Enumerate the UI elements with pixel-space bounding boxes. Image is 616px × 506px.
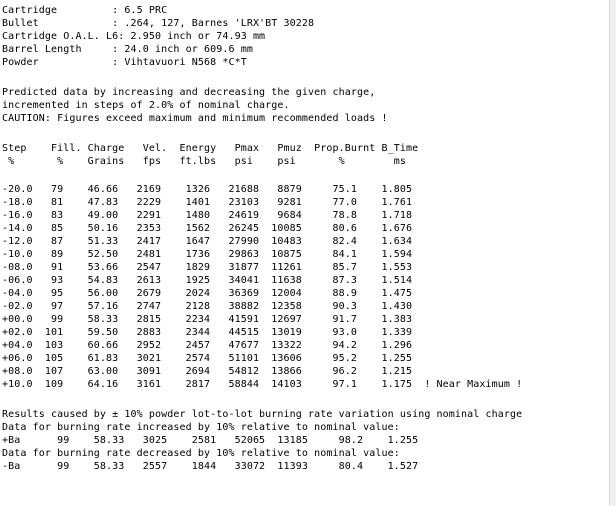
- vertical-scrollbar[interactable]: [609, 0, 616, 506]
- decreased-rate-caption: Data for burning rate decreased by 10% relative to nominal value:: [2, 448, 400, 459]
- bullet-line: Bullet : .264, 127, Barnes 'LRX'BT 30228: [2, 18, 315, 29]
- table-row: -10.0 89 52.50 2481 1736 29863 10875 84.1 1.594: [2, 249, 413, 260]
- table-row: -06.0 93 54.83 2613 1925 34041 11638 87.3 1.514: [2, 275, 413, 286]
- table-row: +10.0 109 64.16 3161 2817 58844 14103 97.1 1.175 ! Near Maximum !: [2, 379, 523, 390]
- increased-rate-caption: Data for burning rate increased by 10% relative to nominal value:: [2, 422, 400, 433]
- caution-line: CAUTION: Figures exceed maximum and minimum recommended loads !: [2, 113, 388, 124]
- intro-line-2: incremented in steps of 2.0% of nominal charge.: [2, 100, 290, 111]
- barrel-length-line: Barrel Length : 24.0 inch or 609.6 mm: [2, 44, 253, 55]
- table-row: -18.0 81 47.83 2229 1401 23103 9281 77.0 1.761: [2, 197, 413, 208]
- increased-rate-row: +Ba 99 58.33 3025 2581 52065 13185 98.2 1.255: [2, 435, 419, 446]
- variation-note-line: Results caused by ± 10% powder lot-to-lot burning rate variation using nominal charge: [2, 409, 523, 420]
- table-header-units: % % Grains fps ft.lbs psi psi % ms: [2, 156, 406, 167]
- powder-line: Powder : Vihtavuori N568 *C*T: [2, 57, 247, 68]
- table-row: -16.0 83 49.00 2291 1480 24619 9684 78.8 1.718: [2, 210, 413, 221]
- intro-line-1: Predicted data by increasing and decreasing the given charge,: [2, 87, 376, 98]
- table-header-names: Step Fill. Charge Vel. Energy Pmax Pmuz Prop.Burnt B_Time: [2, 143, 419, 154]
- table-row: -02.0 97 57.16 2747 2128 38882 12358 90.3 1.430: [2, 301, 413, 312]
- table-row: +00.0 99 58.33 2815 2234 41591 12697 91.7 1.383: [2, 314, 413, 325]
- cartridge-line: Cartridge : 6.5 PRC: [2, 5, 168, 16]
- table-row: +08.0 107 63.00 3091 2694 54812 13866 96.2 1.215: [2, 366, 413, 377]
- table-row: -12.0 87 51.33 2417 1647 27990 10483 82.4 1.634: [2, 236, 413, 247]
- table-row: -04.0 95 56.00 2679 2024 36369 12004 88.9 1.475: [2, 288, 413, 299]
- oal-line: Cartridge O.A.L. L6: 2.950 inch or 74.93 mm: [2, 31, 266, 42]
- table-row: -08.0 91 53.66 2547 1829 31877 11261 85.7 1.553: [2, 262, 413, 273]
- table-row: +06.0 105 61.83 3021 2574 51101 13606 95.2 1.255: [2, 353, 413, 364]
- table-row: -20.0 79 46.66 2169 1326 21688 8879 75.1 1.805: [2, 184, 413, 195]
- table-row: -14.0 85 50.16 2353 1562 26245 10085 80.6 1.676: [2, 223, 413, 234]
- decreased-rate-row: -Ba 99 58.33 2557 1844 33072 11393 80.4 1.527: [2, 461, 419, 472]
- table-row: +02.0 101 59.50 2883 2344 44515 13019 93.0 1.339: [2, 327, 413, 338]
- table-row: +04.0 103 60.66 2952 2457 47677 13322 94.2 1.296: [2, 340, 413, 351]
